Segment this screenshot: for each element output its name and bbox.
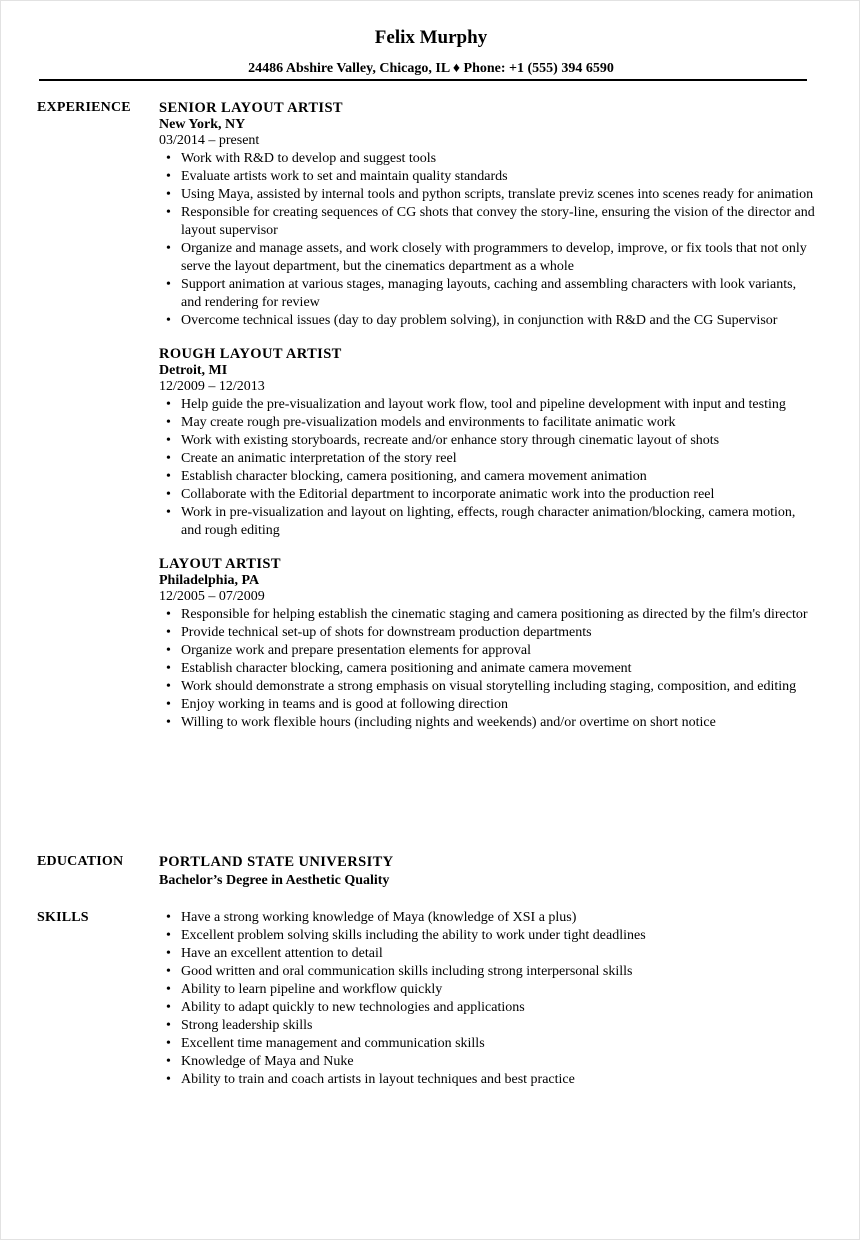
list-item: • Good written and oral communication skills including strong interpersonal skills [181,963,819,981]
list-item: • Strong leadership skills [181,1017,819,1035]
education-heading: EDUCATION [37,854,124,869]
list-item: • Organize and manage assets, and work closely with programmers to develop, improve, or fix tools that not only serve the layout department, but the cinematics department as a whole [181,240,819,276]
list-item: • Collaborate with the Editorial department to incorporate animatic work into the production reel [181,486,819,504]
job-bullets [159,150,819,330]
list-item: • Establish character blocking, camera positioning, and camera movement animation [181,468,819,486]
job-bullets [159,606,819,732]
candidate-name: Felix Murphy [374,27,488,48]
list-item: • Work with existing storyboards, recreate and/or enhance story through cinematic layout of shots [181,432,819,450]
job-entry [159,99,819,330]
list-item: • Have an excellent attention to detail [181,945,819,963]
skills-heading: SKILLS [37,910,89,925]
list-item: • Establish character blocking, camera positioning and animate camera movement [181,660,819,678]
list-item: • Willing to work flexible hours (including nights and weekends) and/or overtime on short notice [181,714,819,732]
job-dates: 12/2009 – 12/2013 [159,379,265,394]
list-item: • Responsible for creating sequences of CG shots that convey the story-line, ensuring the vision of the director and layout supervisor [181,204,819,240]
job-title: LAYOUT ARTIST [159,556,281,572]
list-item: • Support animation at various stages, managing layouts, caching and assembling characters with look variants, and rendering for review [181,276,819,312]
list-item: • Create an animatic interpretation of the story reel [181,450,819,468]
list-item: • Excellent problem solving skills including the ability to work under tight deadlines [181,927,819,945]
list-item: • Provide technical set-up of shots for downstream production departments [181,624,819,642]
list-item: • Work with R&D to develop and suggest tools [181,150,819,168]
list-item: • Organize work and prepare presentation elements for approval [181,642,819,660]
list-item: • Work should demonstrate a strong emphasis on visual storytelling including staging, composition, and editing [181,678,819,696]
list-item: • Excellent time management and communication skills [181,1035,819,1053]
header-divider [39,79,807,81]
experience-section [159,99,819,747]
job-title: ROUGH LAYOUT ARTIST [159,346,342,362]
experience-heading: EXPERIENCE [37,100,131,115]
job-location: Philadelphia, PA [159,573,260,588]
list-item: • Ability to learn pipeline and workflow quickly [181,981,819,999]
job-location: New York, NY [159,117,246,132]
list-item: • Ability to adapt quickly to new technologies and applications [181,999,819,1017]
list-item: • Enjoy working in teams and is good at following direction [181,696,819,714]
list-item: • Work in pre-visualization and layout on lighting, effects, rough character animation/blocking, camera motion, and rough editing [181,504,819,540]
degree: Bachelor’s Degree in Aesthetic Quality [159,873,390,888]
list-item: • May create rough pre-visualization models and environments to facilitate animatic work [181,414,819,432]
job-dates: 12/2005 – 07/2009 [159,589,265,604]
job-title: SENIOR LAYOUT ARTIST [159,100,343,116]
job-entry [159,345,819,540]
list-item: • Using Maya, assisted by internal tools and python scripts, translate previz scenes into scenes ready for animation [181,186,819,204]
education-section [159,853,819,889]
school-name: PORTLAND STATE UNIVERSITY [159,854,394,870]
contact-line: 24486 Abshire Valley, Chicago, IL ♦ Phone: +1 (555) 394 6590 [248,61,614,76]
skills-section [159,909,819,1089]
job-dates: 03/2014 – present [159,133,260,148]
skills-list [159,909,819,1089]
list-item: • Ability to train and coach artists in layout techniques and best practice [181,1071,819,1089]
list-item: • Knowledge of Maya and Nuke [181,1053,819,1071]
list-item: • Overcome technical issues (day to day problem solving), in conjunction with R&D and the CG Supervisor [181,312,819,330]
job-bullets [159,396,819,540]
list-item: • Have a strong working knowledge of Maya (knowledge of XSI a plus) [181,909,819,927]
list-item: • Help guide the pre-visualization and layout work flow, tool and pipeline development with input and testing [181,396,819,414]
job-location: Detroit, MI [159,363,228,378]
job-entry [159,555,819,732]
list-item: • Responsible for helping establish the cinematic staging and camera positioning as directed by the film's director [181,606,819,624]
list-item: • Evaluate artists work to set and maintain quality standards [181,168,819,186]
